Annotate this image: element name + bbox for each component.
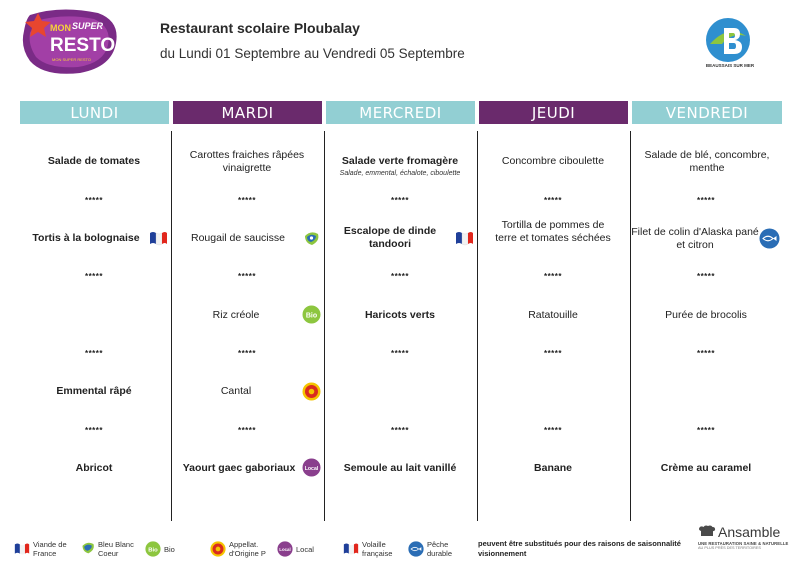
bio-icon (145, 541, 161, 557)
legend-peche: Pêche durable (427, 540, 453, 558)
separator: ***** (84, 349, 104, 358)
aop-icon (210, 541, 226, 557)
separator: ***** (543, 272, 563, 281)
local-icon (277, 541, 293, 557)
legend-appellation: Appellat. d'Origine P (229, 540, 266, 558)
vendredi-dessert: Crème au caramel (660, 462, 752, 474)
separator: ***** (84, 272, 104, 281)
week-range: du Lundi 01 Septembre au Vendredi 05 Septembre (160, 46, 465, 61)
day-header-vendredi: VENDREDI (632, 101, 782, 124)
mardi-cheese: Cantal (220, 385, 252, 397)
lundi-starter: Salade de tomates (47, 155, 141, 167)
day-header-mercredi: MERCREDI (326, 101, 475, 124)
separator: ***** (237, 349, 257, 358)
legend-bleu-blanc-coeur: Bleu Blanc Coeur (98, 540, 134, 558)
mardi-main: Rougail de saucisse (191, 232, 285, 244)
separator: ***** (237, 426, 257, 435)
separator: ***** (696, 272, 716, 281)
mercredi-dessert: Semoule au lait vanillé (343, 462, 457, 474)
separator: ***** (390, 349, 410, 358)
day-header-mardi: MARDI (173, 101, 322, 124)
svg-text:MON SUPER RESTO: MON SUPER RESTO (52, 57, 92, 62)
svg-text:MON: MON (50, 23, 71, 33)
town-name: BEAUSSAIS SUR MER (705, 63, 755, 68)
french-flag-icon (14, 541, 30, 557)
svg-text:SUPER: SUPER (72, 21, 104, 31)
aop-icon (302, 382, 321, 401)
bio-icon (302, 305, 321, 324)
separator: ***** (390, 196, 410, 205)
town-logo (702, 14, 754, 66)
fish-icon (408, 541, 424, 557)
separator: ***** (696, 349, 716, 358)
french-flag-icon (455, 229, 474, 248)
vendredi-main: Filet de colin d'Alaska pané et citron (631, 226, 759, 251)
lundi-cheese: Emmental râpé (56, 385, 132, 397)
separator: ***** (390, 272, 410, 281)
separator: ***** (543, 196, 563, 205)
separator: ***** (543, 349, 563, 358)
svg-text:RESTO: RESTO (50, 35, 116, 56)
svg-text:Local: Local (279, 546, 291, 552)
separator: ***** (696, 196, 716, 205)
separator: ***** (237, 272, 257, 281)
mercredi-main: Escalope de dinde tandoori (343, 225, 437, 250)
mercredi-starter (324, 155, 476, 178)
separator: ***** (390, 426, 410, 435)
day-header-jeudi: JEUDI (479, 101, 628, 124)
legend-local: Local (296, 545, 314, 554)
vendredi-side: Purée de brocolis (665, 309, 747, 321)
chef-hat-icon (698, 524, 716, 540)
mercredi-side: Haricots verts (364, 309, 436, 321)
separator: ***** (237, 196, 257, 205)
bleu-blanc-coeur-icon (302, 228, 321, 247)
substitution-note: peuvent être substitués pour des raisons de saisonnalité visionnement (478, 539, 681, 558)
svg-text:Bio: Bio (305, 312, 318, 320)
brand-tagline-secondary: AU PLUS PRÈS DES TERRITOIRES (698, 546, 761, 550)
french-flag-icon (149, 229, 168, 248)
legend-volaille: Volaille française (362, 540, 393, 558)
svg-text:Local: Local (304, 465, 319, 472)
jeudi-dessert: Banane (534, 462, 572, 474)
vendredi-starter: Salade de blé, concombre, menthe (644, 149, 770, 174)
jeudi-main: Tortilla de pommes de terre et tomates séchées (495, 219, 611, 244)
mercredi-starter-label: Salade verte fromagère (341, 155, 459, 167)
ansamble-logo (698, 524, 790, 550)
svg-text:Bio: Bio (148, 547, 158, 554)
lundi-main: Tortis à la bolognaise (32, 232, 140, 244)
jeudi-side: Ratatouille (528, 309, 578, 321)
mon-super-resto-logo (20, 7, 124, 77)
separator: ***** (84, 196, 104, 205)
separator: ***** (696, 426, 716, 435)
page-title: Restaurant scolaire Ploubalay (160, 20, 360, 36)
mercredi-starter-detail: Salade, emmental, échalote, ciboulette (339, 170, 461, 177)
mardi-side: Riz créole (212, 309, 260, 321)
day-header-lundi: LUNDI (20, 101, 169, 124)
mardi-starter: Carottes fraiches râpées vinaigrette (189, 149, 305, 174)
legend-bio: Bio (164, 545, 175, 554)
french-flag-icon (343, 541, 359, 557)
separator: ***** (84, 426, 104, 435)
jeudi-starter: Concombre ciboulette (501, 155, 605, 167)
separator: ***** (543, 426, 563, 435)
fish-icon (759, 228, 780, 249)
lundi-dessert: Abricot (75, 462, 113, 474)
brand-name: Ansamble (718, 524, 781, 540)
bleu-blanc-coeur-icon (80, 539, 96, 555)
mardi-dessert: Yaourt gaec gaboriaux (182, 462, 296, 474)
legend-viande-france: Viande de France (33, 540, 67, 558)
local-icon (302, 458, 321, 477)
brand-tagline: UNE RESTAURATION SAINE & NATURELLE (698, 541, 789, 546)
